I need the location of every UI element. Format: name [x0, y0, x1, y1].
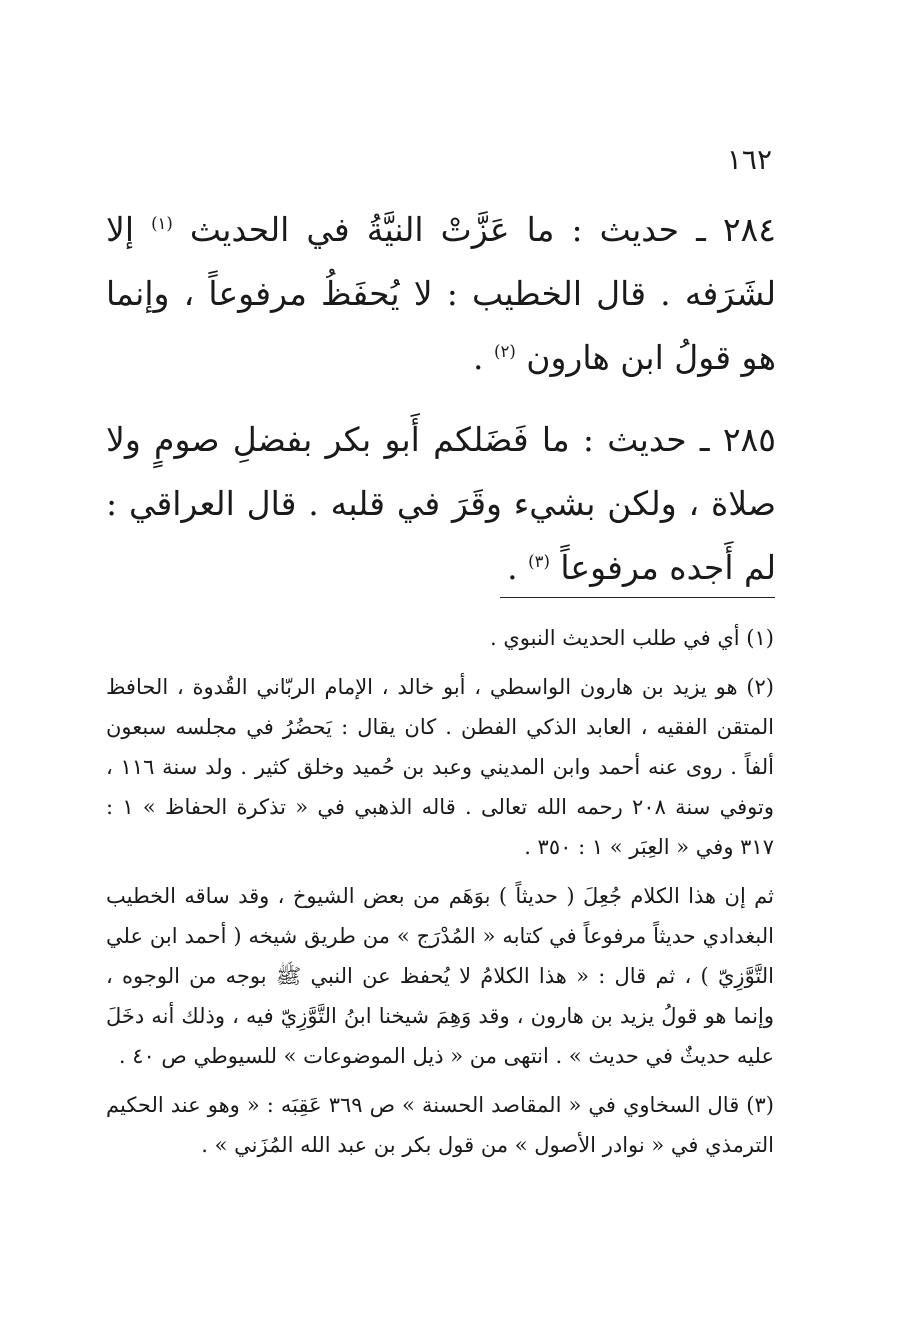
- entry-text: إلا لشَرَفه . قال الخطيب : لا يُحفَظُ مرفوعاً ، وإنما هو قولُ ابن هارون: [106, 210, 776, 377]
- entry-number: ٢٨٤: [722, 210, 776, 249]
- entry-text: ـ حديث : ما فَضَلكم أَبو بكر بفضلِ صومٍ ولا صلاة ، ولكن بشيء وقَرَ في قلبه . قال العراقي : لم أَجده مرفوعاً: [106, 420, 776, 587]
- footnotes: [106, 618, 774, 1174]
- footnote-ref: (٣): [528, 552, 550, 571]
- footnote-ref: (٢): [494, 342, 516, 361]
- entry-number: ٢٨٥: [722, 420, 776, 459]
- footnote-1: (١) أي في طلب الحديث النبوي .: [490, 626, 774, 650]
- footnote-ref: (١): [151, 214, 173, 233]
- footnote-2-continued: ثم إن هذا الكلام جُعِلَ ( حديثاً ) بوَهَم من بعض الشيوخ ، وقد ساقه الخطيب البغدادي حديثاً مرفوعاً في كتابه « المُدْرَج » من طريق شيخه ( أحمد ابن علي التَّوَّزِيّ ) ، ثم قال : « هذا الكلامُ لا يُحفظ عن النبي ﷺ بوجه من الوجوه ، وإنما هو قولُ يزيد بن هارون ، وقد وَهِمَ شيخنا ابنُ التَّوَّزِيّ فيه ، وذلك أنه دخَلَ عليه حديثٌ في حديث » . انتهى من « ذيل الموضوعات » للسيوطي ص ٤٠ .: [106, 884, 774, 1068]
- entry-text: ـ حديث : ما عَزَّتْ النيَّةُ في الحديث: [172, 210, 723, 249]
- main-text: [106, 198, 776, 618]
- entry-285: [106, 408, 776, 600]
- footnote-2: (٢) هو يزيد بن هارون الواسطي ، أبو خالد ، الإمام الربّاني القُدوة ، الحافظ المتقن الفقيه ، العابد الذكي الفطن . كان يقال : يَحضُرُ في مجلسه سبعون ألفاً . روى عنه أحمد وابن المديني وعبد بن حُميد وخلق كثير . ولد سنة ١١٦ ، وتوفي سنة ٢٠٨ رحمه الله تعالى . قاله الذهبي في « تذكرة الحفاظ » ١ : ٣١٧ وفي « العِبَر » ١ : ٣٥٠ .: [106, 675, 774, 859]
- entry-end: .: [473, 338, 494, 377]
- entry-284: [106, 198, 776, 390]
- page-number: ١٦٢: [726, 143, 772, 176]
- entry-end: .: [507, 548, 529, 587]
- footnote-3: (٣) قال السخاوي في « المقاصد الحسنة » ص ٣٦٩ عَقِبَه : « وهو عند الحكيم الترمذي في « نوادر الأصول » من قول بكر بن عبد الله المُزَني » .: [106, 1093, 774, 1157]
- footnote-divider: [500, 597, 775, 598]
